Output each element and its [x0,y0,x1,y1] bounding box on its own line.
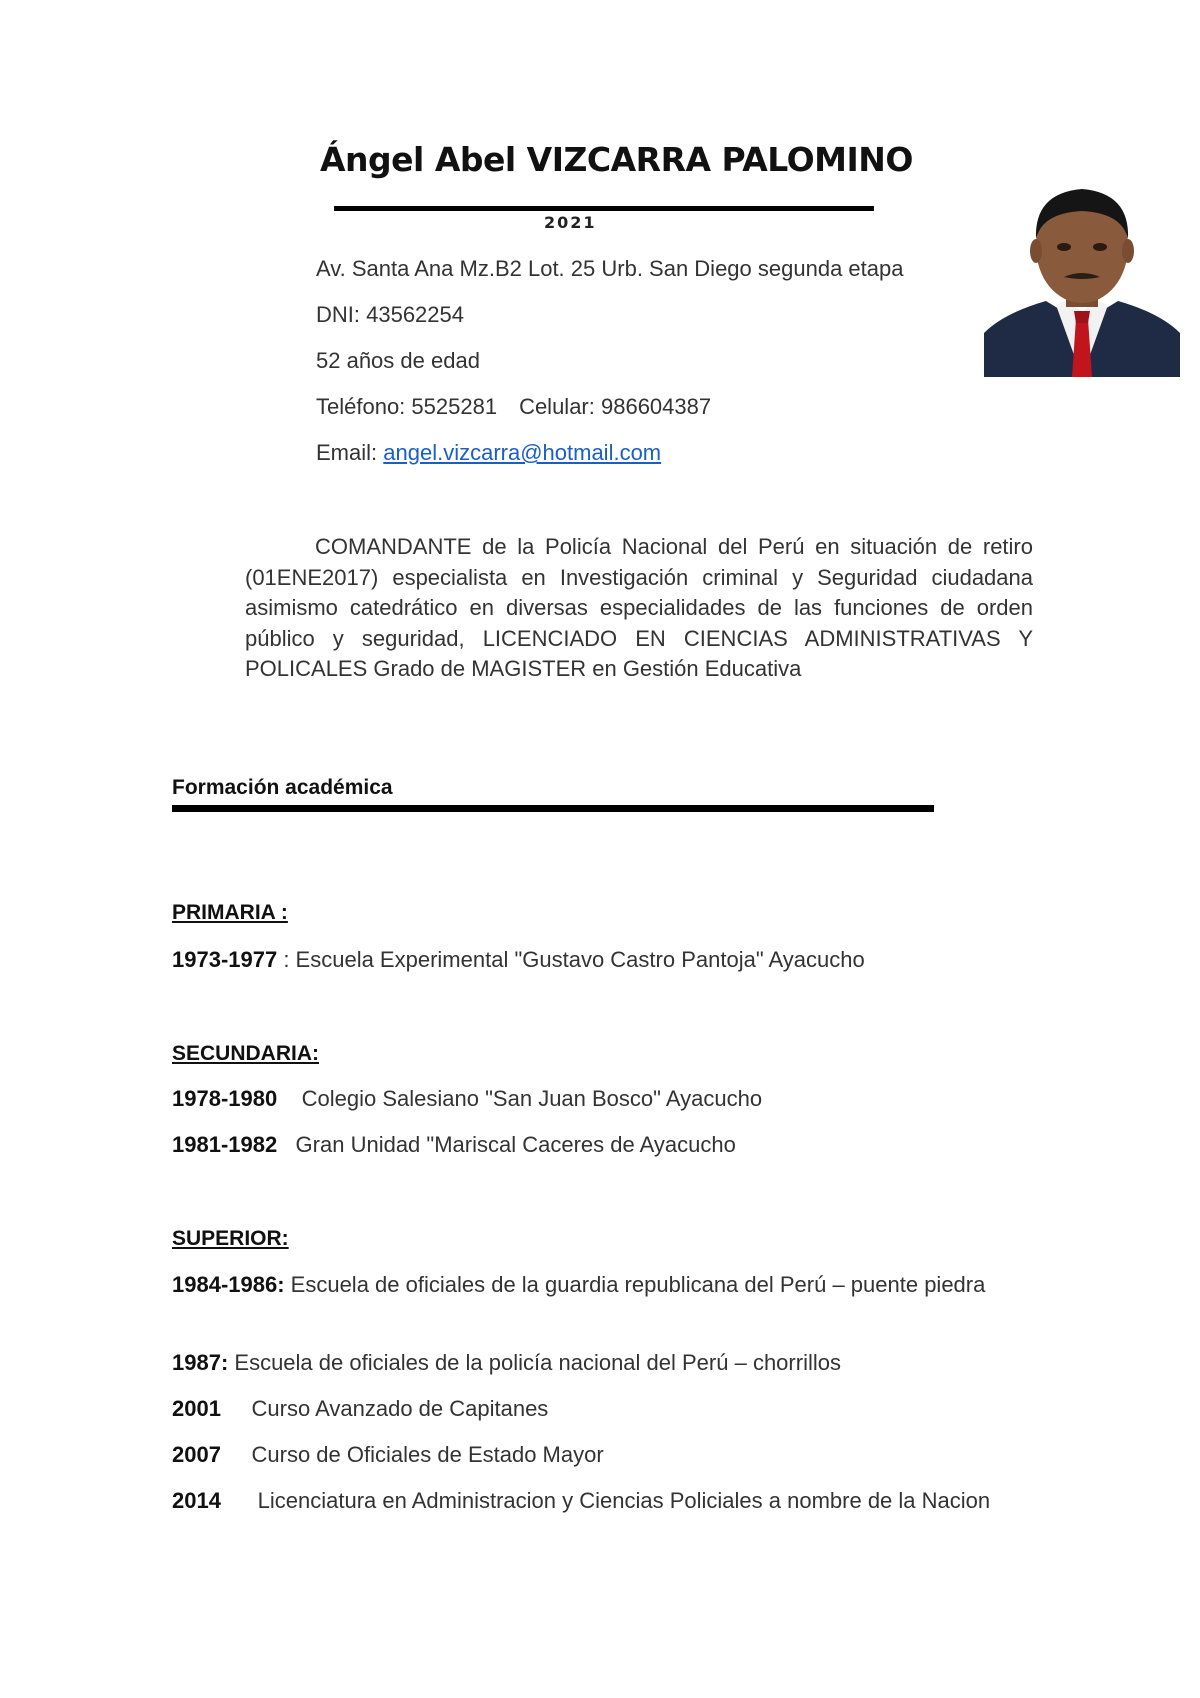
item-years: 2014 [172,1488,221,1513]
email-line [316,440,661,466]
item-text: Colegio Salesiano "San Juan Bosco" Ayacucho [277,1086,763,1111]
list-item [172,1442,604,1468]
education-rule [172,805,934,812]
item-text: Escuela de oficiales de la policía nacional del Perú – chorrillos [228,1350,841,1375]
item-years: 2007 [172,1442,221,1467]
item-text: : Escuela Experimental "Gustavo Castro Pantoja" Ayacucho [277,947,865,972]
list-item [172,1350,841,1376]
phone-line [316,394,711,420]
secundaria-heading: SECUNDARIA: [172,1042,319,1065]
list-item [172,1270,1002,1300]
item-years: 1978-1980 [172,1086,278,1111]
cv-name: Ángel Abel VIZCARRA PALOMINO [320,140,913,179]
item-years: 1984-1986: [172,1272,285,1297]
age-line: 52 años de edad [316,348,480,373]
header-rule [334,206,874,211]
list-item [172,1086,762,1112]
item-years: 2001 [172,1396,221,1421]
list-item [172,1132,736,1158]
item-text: Curso de Oficiales de Estado Mayor [220,1442,604,1467]
list-item [172,1396,548,1422]
item-years: 1981-1982 [172,1132,278,1157]
cv-year: 2021 [544,213,597,232]
item-years: 1973-1977 [172,947,278,972]
item-text: Escuela de oficiales de la guardia republicana del Perú – puente piedra [284,1272,986,1297]
item-text: Licenciatura en Administracion y Ciencias Policiales a nombre de la Nacion [220,1488,991,1513]
list-item [172,947,865,973]
item-text: Curso Avanzado de Capitanes [220,1396,549,1421]
primaria-heading: PRIMARIA : [172,901,288,924]
dni-line: DNI: 43562254 [316,302,464,327]
email-link[interactable]: angel.vizcarra@hotmail.com [383,440,662,465]
address-line: Av. Santa Ana Mz.B2 Lot. 25 Urb. San Diego segunda etapa [316,256,904,281]
superior-heading: SUPERIOR: [172,1227,289,1250]
list-item [172,1486,1002,1516]
item-text: Gran Unidad "Mariscal Caceres de Ayacucho [277,1132,736,1157]
profile-photo [984,173,1180,377]
education-title: Formación académica [172,776,393,799]
profile-summary: COMANDANTE de la Policía Nacional del Perú en situación de retiro (01ENE2017) especialista en Investigación criminal y Seguridad ciudadana asimismo catedrático en diversas especialidades de las funciones de orden público y seguridad, LICENCIADO EN CIENCIAS ADMINISTRATIVAS Y POLICALES Grado de MAGISTER en Gestión Educativa [245,534,1033,681]
item-years: 1987: [172,1350,229,1375]
email-label: Email: [316,440,384,465]
phone-text: Teléfono: 5525281 [316,394,498,419]
mobile-text: Celular: 986604387 [519,394,712,419]
